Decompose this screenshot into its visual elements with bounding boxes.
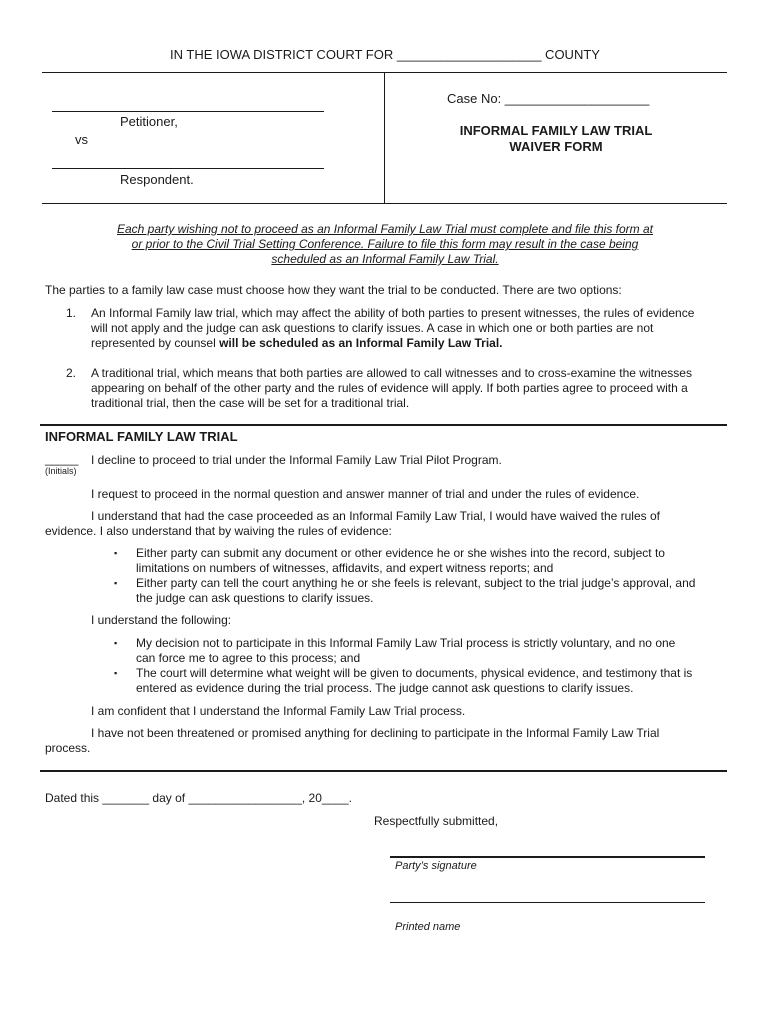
following-bullet-2-line2: entered as evidence during the trial process. The judge cannot ask questions to clarify issues. — [136, 681, 634, 695]
not-threatened-line2: process. — [45, 741, 91, 755]
decline-statement: I decline to proceed to trial under the Informal Family Law Trial Pilot Program. — [91, 453, 502, 467]
dated-line[interactable]: Dated this _______ day of _________________, 20____. — [45, 791, 352, 805]
printed-name-line[interactable] — [390, 902, 705, 903]
form-title-line2: WAIVER FORM — [509, 139, 603, 154]
case-number: Case No: ____________________ — [447, 91, 650, 106]
section-bottom-rule — [40, 770, 727, 772]
request-statement: I request to proceed in the normal question and answer manner of trial and under the rules of evidence. — [91, 487, 640, 501]
signature-line[interactable] — [390, 856, 705, 858]
vs-label: vs — [75, 132, 88, 147]
section-top-rule — [40, 424, 727, 426]
respectfully-submitted: Respectfully submitted, — [374, 814, 499, 828]
petitioner-label: Petitioner, — [120, 114, 178, 129]
following-bullet-1-line2: can force me to agree to this process; and — [136, 651, 361, 665]
understand-following: I understand the following: — [91, 613, 232, 627]
bullet-icon: ▪ — [114, 638, 118, 648]
respondent-label: Respondent. — [120, 172, 194, 187]
option-1-line3 — [91, 336, 503, 351]
caption-divider — [384, 72, 385, 204]
following-bullet-2-line1: The court will determine what weight will be given to documents, physical evidence, and testimony that is — [136, 666, 693, 680]
option-1-emphasis: will be scheduled as an Informal Family Law Trial. — [219, 336, 503, 350]
bullet-icon: ▪ — [114, 668, 118, 678]
waive-bullet-1-line1: Either party can submit any document or other evidence he or she wishes into the record, subject to — [136, 546, 665, 560]
respondent-blank-line — [52, 168, 324, 169]
option-2-line2: appearing on behalf of the other party and the rules of evidence will apply. If both parties agree to proceed with a — [91, 381, 688, 395]
section-title: INFORMAL FAMILY LAW TRIAL — [45, 429, 238, 444]
option-1-line1: An Informal Family law trial, which may affect the ability of both parties to present witnesses, the rules of evidence — [91, 306, 695, 320]
instructions-line2: or prior to the Civil Trial Setting Conference. Failure to file this form may result in the case being — [131, 237, 639, 251]
initials-label: (Initials) — [45, 466, 77, 476]
caption-bottom-rule — [42, 203, 727, 204]
following-bullet-1-line1: My decision not to participate in this Informal Family Law Trial process is strictly voluntary, and no one — [136, 636, 676, 650]
option-2-line3: traditional trial, then the case will be set for a traditional trial. — [91, 396, 410, 410]
court-header: IN THE IOWA DISTRICT COURT FOR ____________________ COUNTY — [170, 47, 600, 62]
party-signature-label: Party’s signature — [395, 860, 477, 872]
initials-blank[interactable]: _____ — [45, 452, 79, 466]
not-threatened-line1: I have not been threatened or promised anything for declining to participate in the Informal Family Law Trial — [91, 726, 660, 740]
bullet-icon: ▪ — [114, 578, 118, 588]
waive-bullet-1-line2: limitations on numbers of witnesses, affidavits, and expert witness reports; and — [136, 561, 554, 575]
option-1-line2: will not apply and the judge can ask questions to clarify issues. A case in which one or both parties are not — [91, 321, 654, 335]
option-2-line1: A traditional trial, which means that both parties are allowed to call witnesses and to cross-examine the witnesses — [91, 366, 692, 380]
instructions-line3: scheduled as an Informal Family Law Trial. — [271, 252, 499, 266]
instructions-line1: Each party wishing not to proceed as an Informal Family Law Trial must complete and file this form at — [116, 222, 653, 236]
intro-text: The parties to a family law case must choose how they want the trial to be conducted. There are two options: — [45, 283, 622, 297]
option-1-line3-text: represented by counsel — [91, 336, 216, 350]
form-title-line1: INFORMAL FAMILY LAW TRIAL — [459, 123, 653, 138]
understand-waive-line2: evidence. I also understand that by waiving the rules of evidence: — [45, 524, 392, 538]
option-number: 1. — [66, 306, 77, 320]
option-number: 2. — [66, 366, 77, 380]
waive-bullet-2-line1: Either party can tell the court anything he or she feels is relevant, subject to the trial judge’s approval, and — [136, 576, 696, 590]
printed-name-label: Printed name — [395, 921, 461, 933]
petitioner-blank-line — [52, 111, 324, 112]
waive-bullet-2-line2: the judge can ask questions to clarify issues. — [136, 591, 374, 605]
confident-statement: I am confident that I understand the Informal Family Law Trial process. — [91, 704, 466, 718]
understand-waive-line1: I understand that had the case proceeded as an Informal Family Law Trial, I would have waived the rules of — [91, 509, 660, 523]
bullet-icon: ▪ — [114, 548, 118, 558]
